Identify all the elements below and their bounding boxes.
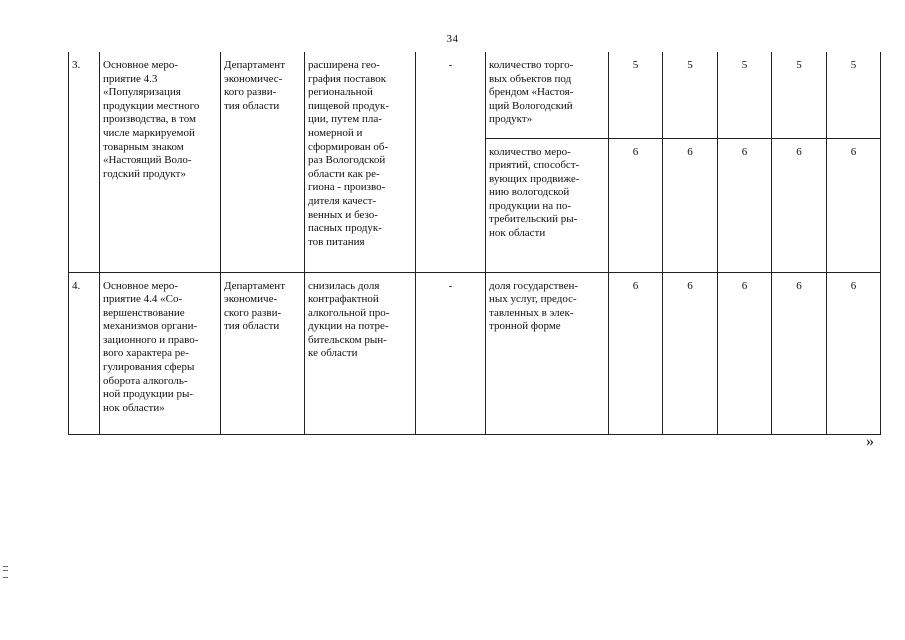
indicator-value: 5 [827, 52, 881, 138]
indicator-value: 6 [772, 138, 827, 272]
indicator-name: количество торго- вых объектов под брендом «Настоя- щий Вологодский продукт» [486, 52, 609, 138]
indicator-value: 6 [663, 272, 718, 434]
indicator-value: 6 [772, 272, 827, 434]
indicator-value: 6 [827, 272, 881, 434]
indicator-value: 6 [718, 138, 772, 272]
dash-cell: - [416, 52, 486, 272]
responsible-department: Департамент экономиче- ского разви- тия области [221, 272, 305, 434]
scan-margin-mark [3, 570, 8, 571]
table-row [69, 272, 881, 434]
closing-quote-mark: » [866, 433, 874, 450]
indicator-value: 6 [663, 138, 718, 272]
row-number: 4. [69, 272, 100, 434]
indicator-value: 5 [718, 52, 772, 138]
indicator-value: 5 [772, 52, 827, 138]
expected-result: расширена гео- графия поставок региональной пищевой продук- ции, путем пла- номерной и сформирован об- раз Вологодской области как ре- гиона - произво- дителя качест- венных и безо- пасных продук- тов питания [305, 52, 416, 272]
responsible-department: Департамент экономичес- кого разви- тия области [221, 52, 305, 272]
indicator-name: количество меро- приятий, способст- вующих продвиже- нию вологодской продукции на по- требительский ры- нок области [486, 138, 609, 272]
measures-table [68, 52, 881, 435]
indicator-value: 6 [718, 272, 772, 434]
measure-name: Основное меро- приятие 4.3 «Популяризация продукции местного производства, в том числе маркируемой товарным знаком «Настоящий Воло- годский продукт» [100, 52, 221, 272]
scan-margin-mark [3, 566, 8, 567]
page-number: 34 [446, 33, 459, 45]
indicator-value: 5 [609, 52, 663, 138]
indicator-value: 5 [663, 52, 718, 138]
indicator-value: 6 [609, 138, 663, 272]
row-number: 3. [69, 52, 100, 272]
scan-margin-mark [3, 577, 8, 578]
indicator-value: 6 [827, 138, 881, 272]
indicator-name: доля государствен- ных услуг, предос- тавленных в элек- тронной форме [486, 272, 609, 434]
expected-result: снизилась доля контрафактной алкогольной про- дукции на потре- бительском рын- ке области [305, 272, 416, 434]
dash-cell: - [416, 272, 486, 434]
measure-name: Основное меро- приятие 4.4 «Со- вершенствование механизмов органи- зационного и право- вого характера ре- гулирования сферы оборота алкоголь- ной продукции ры- нок области» [100, 272, 221, 434]
indicator-value: 6 [609, 272, 663, 434]
table-row [69, 52, 881, 138]
